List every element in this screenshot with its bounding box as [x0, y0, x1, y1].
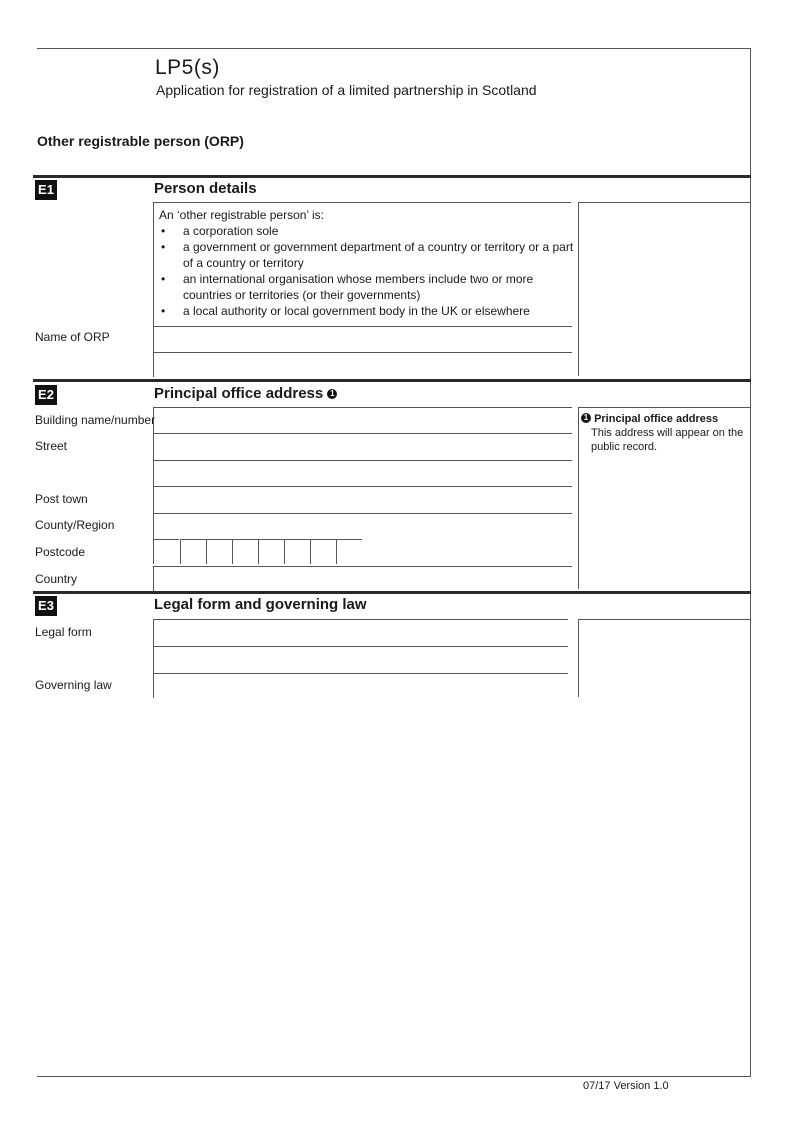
e2-note-left — [578, 407, 579, 589]
street-field-1[interactable] — [153, 433, 572, 461]
street-field-2[interactable] — [153, 460, 572, 487]
postcode-box[interactable] — [180, 539, 206, 564]
e1-bullet: • a government or government department of a country or territory or a part of a country or territory — [183, 239, 579, 271]
e1-bullet: • a corporation sole — [183, 223, 579, 239]
country-label: Country — [35, 572, 78, 586]
name-of-orp-label: Name of ORP — [35, 330, 110, 344]
e2-badge: E2 — [35, 385, 57, 405]
e3-note-left — [578, 619, 579, 697]
postcode-box[interactable] — [206, 539, 232, 564]
e1-bullet: • an international organisation whose members include two or more countries or territories (or their governments) — [183, 271, 579, 303]
county-label: County/Region — [35, 518, 115, 532]
e1-badge: E1 — [35, 180, 57, 200]
e2-note-body: This address will appear on the public record. — [591, 427, 744, 453]
e2-title — [154, 385, 337, 402]
e3-top-rule — [33, 591, 751, 594]
country-field[interactable] — [153, 566, 572, 591]
postcode-box[interactable] — [336, 539, 362, 564]
form-title: Application for registration of a limited partnership in Scotland — [156, 82, 537, 98]
e3-title: Legal form and governing law — [154, 596, 367, 613]
e1-note-top — [578, 202, 751, 203]
name-of-orp-field-1[interactable] — [153, 326, 572, 353]
e3-badge: E3 — [35, 596, 57, 616]
postcode-box[interactable] — [258, 539, 284, 564]
e1-info-text — [159, 207, 579, 319]
postcode-box[interactable] — [153, 539, 179, 564]
bottom-border — [37, 1076, 751, 1077]
e1-intro: An ‘other registrable person’ is: — [159, 208, 324, 222]
legal-form-label: Legal form — [35, 625, 92, 639]
county-field[interactable] — [153, 513, 572, 540]
postcode-box[interactable] — [232, 539, 258, 564]
e2-title-text: Principal office address — [154, 385, 324, 402]
e1-title: Person details — [154, 180, 257, 197]
e1-info-left — [153, 202, 154, 326]
postcode-box[interactable] — [284, 539, 310, 564]
e2-top-rule — [33, 379, 751, 382]
page-heading: Other registrable person (ORP) — [37, 133, 244, 149]
building-field[interactable] — [153, 407, 572, 434]
e1-top-rule — [33, 175, 751, 178]
e2-note-title-text: Principal office address — [594, 413, 719, 425]
e3-note-top — [578, 619, 751, 620]
building-label: Building name/number — [35, 413, 156, 427]
street-label: Street — [35, 439, 68, 453]
e1-info-top — [153, 202, 571, 203]
legal-form-field-1[interactable] — [153, 619, 568, 647]
e2-note — [581, 412, 746, 454]
governing-law-field[interactable] — [153, 673, 568, 698]
e1-bullet: • a local authority or local government body in the UK or elsewhere — [183, 303, 579, 319]
name-of-orp-field-2[interactable] — [153, 352, 572, 377]
info-note-icon: 1 — [581, 413, 591, 423]
post-town-field[interactable] — [153, 486, 572, 514]
top-border — [37, 48, 751, 49]
postcode-label: Postcode — [35, 545, 86, 559]
e2-note-top — [578, 407, 751, 408]
e2-note-title — [581, 412, 746, 426]
form-code: LP5(s) — [155, 56, 220, 79]
postcode-box[interactable] — [310, 539, 336, 564]
e1-bullet-list — [159, 223, 579, 319]
post-town-label: Post town — [35, 492, 88, 506]
postcode-box-top-end — [336, 539, 360, 540]
version-footer: 07/17 Version 1.0 — [583, 1080, 669, 1092]
governing-law-label: Governing law — [35, 678, 112, 692]
info-note-icon: 1 — [327, 389, 337, 399]
legal-form-field-2[interactable] — [153, 646, 568, 674]
